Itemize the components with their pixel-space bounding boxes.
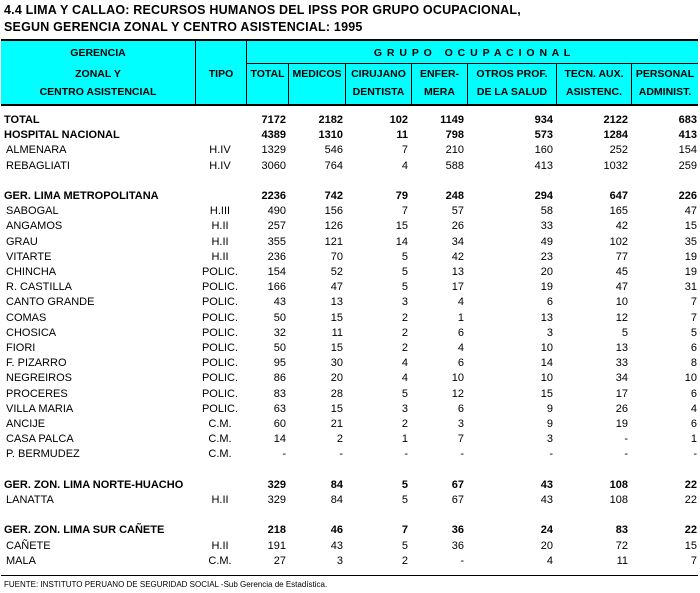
cell-medicos: 15	[330, 402, 343, 415]
cell-cirujano-dentista: 5	[401, 266, 408, 278]
cell-cirujano-dentista: 3	[401, 402, 408, 415]
cell-cirujano-dentista: 15	[395, 220, 408, 233]
cell-medicos: 70	[330, 250, 343, 263]
header-otros-1: OTROS PROF.	[476, 68, 548, 80]
header-cirujano-1: CIRUJANO	[351, 68, 406, 80]
cell-personal-admin: 22	[684, 524, 697, 537]
cell-personal-admin: 22	[684, 494, 697, 506]
cell-enfermera: 4	[457, 296, 464, 309]
cell-total: 32	[273, 326, 286, 339]
row-name: CHINCHA	[6, 266, 57, 278]
row-name: VILLA MARIA	[6, 402, 74, 415]
cell-tecn-aux: 33	[615, 357, 628, 370]
cell-total: 7172	[261, 114, 286, 126]
header-enfermera-2: MERA	[424, 86, 455, 98]
cell-personal-admin: 154	[678, 144, 697, 157]
cell-cirujano-dentista: 2	[401, 342, 408, 354]
cell-tecn-aux: 1032	[603, 159, 628, 172]
header-tecn-2: ASISTENC.	[565, 86, 622, 98]
row-name: GER. ZON. LIMA SUR CAÑETE	[4, 524, 165, 537]
row-name: FIORI	[6, 342, 36, 354]
cell-total: -	[282, 448, 286, 461]
cell-total: 166	[267, 281, 286, 294]
cell-total: 3060	[261, 159, 286, 172]
table-row	[0, 280, 700, 295]
row-name: HOSPITAL NACIONAL	[4, 129, 120, 142]
cell-otros-prof: 58	[540, 205, 553, 218]
cell-enfermera: 12	[451, 387, 464, 400]
table-row	[0, 371, 700, 386]
cell-personal-admin: 15	[684, 220, 697, 233]
cell-total: 14	[273, 433, 286, 446]
cell-tecn-aux: 102	[609, 235, 628, 248]
cell-medicos: 1310	[318, 129, 343, 142]
cell-personal-admin: -	[693, 448, 697, 461]
row-name: CHOSICA	[6, 326, 57, 339]
table-row	[0, 159, 700, 174]
cell-enfermera: 3	[457, 418, 464, 430]
cell-enfermera: 248	[445, 190, 464, 202]
row-name: P. BERMUDEZ	[6, 448, 80, 461]
cell-otros-prof: 43	[540, 478, 553, 491]
cell-personal-admin: 226	[678, 190, 697, 202]
table-row	[0, 387, 700, 402]
cell-medicos: 2	[336, 433, 343, 446]
header-grupo-ocupacional: G R U P O O C U P A C I O N A L	[373, 47, 572, 59]
cell-enfermera: 6	[457, 357, 464, 370]
row-tipo: C.M.	[208, 418, 232, 430]
table-row	[0, 204, 700, 219]
row-tipo: POLIC.	[201, 311, 239, 324]
cell-tecn-aux: 77	[615, 250, 628, 263]
cell-personal-admin: 31	[684, 281, 697, 294]
cell-tecn-aux: 19	[615, 418, 628, 430]
cell-total: 60	[273, 418, 286, 430]
table-title-line-2: SEGUN GERENCIA ZONAL Y CENTRO ASISTENCIAL: 1995	[4, 20, 363, 34]
table-row	[0, 326, 700, 341]
cell-total: 355	[267, 235, 286, 248]
row-name: COMAS	[6, 311, 47, 324]
cell-otros-prof: 3	[546, 326, 553, 339]
cell-personal-admin: 47	[684, 205, 697, 218]
cell-otros-prof: 9	[546, 418, 553, 430]
cell-personal-admin: 413	[678, 129, 697, 142]
table-row	[0, 539, 700, 554]
row-tipo: H.II	[211, 250, 229, 263]
cell-medicos: 546	[324, 144, 343, 157]
cell-personal-admin: 10	[684, 372, 697, 385]
cell-medicos: 84	[330, 494, 343, 506]
cell-tecn-aux: -	[624, 448, 628, 461]
cell-otros-prof: 19	[540, 281, 553, 294]
row-tipo: H.II	[211, 220, 229, 233]
cell-cirujano-dentista: 5	[401, 478, 408, 491]
cell-personal-admin: 6	[690, 418, 697, 430]
cell-cirujano-dentista: 5	[401, 539, 408, 552]
row-name: ANCIJE	[6, 418, 46, 430]
cell-total: 329	[267, 494, 286, 506]
cell-enfermera: 1	[457, 311, 464, 324]
cell-personal-admin: 5	[690, 326, 697, 339]
header-gerencia-1: GERENCIA	[70, 47, 126, 59]
cell-tecn-aux: 647	[609, 190, 628, 202]
cell-otros-prof: -	[549, 448, 553, 461]
cell-personal-admin: 259	[678, 159, 697, 172]
cell-medicos: 28	[330, 387, 343, 400]
row-tipo: POLIC.	[201, 372, 239, 385]
cell-medicos: 84	[330, 478, 343, 491]
cell-personal-admin: 15	[684, 539, 697, 552]
cell-cirujano-dentista: 2	[401, 311, 408, 324]
row-name: VITARTE	[6, 250, 52, 263]
row-name: SABOGAL	[6, 205, 59, 218]
table-row	[0, 295, 700, 310]
cell-total: 154	[267, 266, 286, 278]
cell-cirujano-dentista: 7	[401, 524, 408, 537]
row-tipo: POLIC.	[201, 326, 239, 339]
header-otros-2: DE LA SALUD	[476, 86, 548, 98]
row-name: LANATTA	[6, 494, 54, 506]
cell-medicos: 764	[324, 159, 343, 172]
cell-personal-admin: 19	[684, 266, 697, 278]
cell-otros-prof: 573	[534, 129, 553, 142]
cell-medicos: 2182	[318, 114, 343, 126]
cell-cirujano-dentista: 5	[401, 281, 408, 294]
table-subtotal-row	[0, 113, 700, 128]
cell-otros-prof: 4	[546, 554, 553, 567]
row-name: CANTO GRANDE	[6, 296, 95, 309]
cell-tecn-aux: 42	[615, 220, 628, 233]
cell-cirujano-dentista: 1	[401, 433, 408, 446]
cell-total: 490	[267, 205, 286, 218]
cell-tecn-aux: 10	[615, 296, 628, 309]
row-tipo: POLIC.	[201, 387, 239, 400]
cell-medicos: 742	[324, 190, 343, 202]
cell-enfermera: 67	[451, 494, 464, 506]
cell-otros-prof: 13	[540, 311, 553, 324]
row-tipo: C.M.	[208, 433, 232, 446]
header-gerencia-3: CENTRO ASISTENCIAL	[39, 86, 157, 98]
row-tipo: POLIC.	[201, 357, 239, 370]
cell-personal-admin: 1	[690, 433, 697, 446]
spacer-row	[0, 463, 700, 478]
header-tecn-1: TECN. AUX.	[564, 68, 624, 80]
cell-total: 329	[267, 478, 286, 491]
table-row	[0, 493, 700, 508]
table-subtotal-row	[0, 189, 700, 204]
cell-personal-admin: 6	[690, 387, 697, 400]
header-bottom-rule	[1, 104, 698, 106]
table-row	[0, 356, 700, 371]
row-tipo: C.M.	[208, 448, 232, 461]
cell-enfermera: 10	[451, 372, 464, 385]
row-tipo: H.II	[211, 494, 229, 506]
header-medicos: MEDICOS	[292, 68, 342, 80]
table-row	[0, 265, 700, 280]
cell-medicos: 20	[330, 372, 343, 385]
cell-cirujano-dentista: 7	[401, 205, 408, 218]
table-row	[0, 235, 700, 250]
cell-otros-prof: 15	[540, 387, 553, 400]
table-row	[0, 402, 700, 417]
row-tipo: POLIC.	[201, 296, 239, 309]
cell-medicos: 30	[330, 357, 343, 370]
row-tipo: H.III	[209, 205, 231, 218]
table-subtotal-row	[0, 128, 700, 143]
cell-otros-prof: 10	[540, 372, 553, 385]
row-tipo: C.M.	[208, 554, 232, 567]
header-personal-2: ADMINIST.	[638, 86, 692, 98]
cell-otros-prof: 413	[534, 159, 553, 172]
row-tipo: H.IV	[209, 144, 231, 157]
cell-enfermera: 588	[445, 159, 464, 172]
row-name: R. CASTILLA	[6, 281, 73, 294]
cell-otros-prof: 33	[540, 220, 553, 233]
row-name: GER. LIMA METROPOLITANA	[4, 190, 159, 202]
cell-cirujano-dentista: 11	[396, 129, 408, 142]
cell-medicos: 15	[330, 342, 343, 354]
cell-cirujano-dentista: 2	[401, 326, 408, 339]
table-row	[0, 311, 700, 326]
cell-medicos: 47	[330, 281, 343, 294]
cell-medicos: 21	[330, 418, 343, 430]
cell-otros-prof: 10	[540, 342, 553, 354]
cell-cirujano-dentista: 3	[401, 296, 408, 309]
cell-cirujano-dentista: 4	[401, 159, 408, 172]
row-name: NEGREIROS	[6, 372, 73, 385]
spacer-row	[0, 174, 700, 189]
cell-tecn-aux: 83	[615, 524, 628, 537]
cell-tecn-aux: 11	[616, 554, 628, 567]
header-top-rule	[1, 39, 698, 41]
cell-total: 2236	[261, 190, 286, 202]
cell-total: 50	[273, 342, 286, 354]
cell-total: 86	[273, 372, 286, 385]
row-name: GRAU	[6, 235, 38, 248]
cell-total: 4389	[261, 129, 286, 142]
cell-enfermera: 17	[451, 281, 464, 294]
row-name: CAÑETE	[6, 539, 51, 552]
cell-tecn-aux: 2122	[603, 114, 628, 126]
cell-enfermera: 4	[457, 342, 464, 354]
cell-otros-prof: 43	[540, 494, 553, 506]
cell-enfermera: 6	[457, 326, 464, 339]
cell-tecn-aux: 72	[615, 539, 628, 552]
cell-otros-prof: 294	[534, 190, 553, 202]
row-tipo: POLIC.	[201, 342, 239, 354]
cell-total: 43	[273, 296, 286, 309]
cell-enfermera: 210	[445, 144, 464, 157]
header-gerencia-2: ZONAL Y	[75, 68, 121, 80]
cell-tecn-aux: -	[624, 433, 628, 446]
cell-personal-admin: 4	[690, 402, 697, 415]
cell-total: 218	[267, 524, 286, 537]
cell-enfermera: 36	[451, 539, 464, 552]
cell-cirujano-dentista: 14	[395, 235, 408, 248]
cell-otros-prof: 20	[540, 539, 553, 552]
cell-medicos: 52	[330, 266, 343, 278]
cell-personal-admin: 22	[684, 478, 697, 491]
cell-tecn-aux: 252	[609, 144, 628, 157]
cell-tecn-aux: 13	[615, 342, 628, 354]
row-name: REBAGLIATI	[6, 159, 70, 172]
row-name: F. PIZARRO	[6, 357, 67, 370]
row-name: MALA	[6, 554, 36, 567]
cell-medicos: 11	[331, 326, 343, 339]
cell-tecn-aux: 34	[615, 372, 628, 385]
cell-enfermera: 6	[457, 402, 464, 415]
cell-personal-admin: 6	[690, 342, 697, 354]
cell-enfermera: 1149	[440, 114, 464, 126]
cell-tecn-aux: 108	[609, 494, 628, 506]
cell-cirujano-dentista: 4	[401, 357, 408, 370]
table-row	[0, 447, 700, 462]
cell-medicos: 3	[336, 554, 343, 567]
cell-total: 50	[273, 311, 286, 324]
cell-total: 95	[273, 357, 286, 370]
cell-enfermera: 67	[451, 478, 464, 491]
cell-cirujano-dentista: 102	[389, 114, 408, 126]
row-name: PROCERES	[6, 387, 68, 400]
cell-total: 257	[267, 220, 286, 233]
cell-otros-prof: 14	[540, 357, 553, 370]
cell-personal-admin: 683	[678, 114, 697, 126]
cell-cirujano-dentista: 2	[401, 554, 408, 567]
cell-cirujano-dentista: -	[404, 448, 408, 461]
table-row	[0, 143, 700, 158]
table-row	[0, 250, 700, 265]
row-tipo: H.II	[211, 539, 229, 552]
header-cirujano-2: DENTISTA	[352, 86, 405, 98]
cell-total: 1329	[261, 144, 286, 157]
source-note: FUENTE: INSTITUTO PERUANO DE SEGURIDAD SOCIAL -Sub Gerencia de Estadística.	[4, 580, 328, 589]
cell-cirujano-dentista: 79	[395, 190, 408, 202]
cell-cirujano-dentista: 5	[401, 250, 408, 263]
table-title-line-1: 4.4 LIMA Y CALLAO: RECURSOS HUMANOS DEL IPSS POR GRUPO OCUPACIONAL,	[4, 3, 521, 17]
cell-enfermera: -	[460, 554, 464, 567]
cell-otros-prof: 49	[540, 235, 553, 248]
cell-total: 191	[267, 539, 286, 552]
table-row	[0, 341, 700, 356]
cell-otros-prof: 934	[534, 114, 553, 126]
cell-otros-prof: 6	[546, 296, 553, 309]
cell-personal-admin: 7	[690, 311, 697, 324]
table-bottom-rule	[1, 575, 698, 576]
cell-otros-prof: 23	[540, 250, 553, 263]
row-name: ALMENARA	[6, 144, 67, 157]
cell-medicos: 126	[324, 220, 343, 233]
row-name: CASA PALCA	[6, 433, 74, 446]
table-row	[0, 554, 700, 569]
cell-enfermera: 7	[457, 433, 464, 446]
cell-cirujano-dentista: 2	[401, 418, 408, 430]
cell-tecn-aux: 108	[609, 478, 628, 491]
cell-total: 83	[273, 387, 286, 400]
table-row	[0, 432, 700, 447]
cell-personal-admin: 35	[684, 235, 697, 248]
table-subtotal-row	[0, 478, 700, 493]
cell-medicos: 156	[324, 205, 343, 218]
cell-medicos: 13	[330, 296, 343, 309]
cell-otros-prof: 24	[540, 524, 553, 537]
cell-total: 63	[273, 402, 286, 415]
cell-otros-prof: 20	[540, 266, 553, 278]
cell-tecn-aux: 17	[615, 387, 628, 400]
cell-cirujano-dentista: 7	[401, 144, 408, 157]
cell-tecn-aux: 26	[615, 402, 628, 415]
cell-cirujano-dentista: 4	[401, 372, 408, 385]
cell-cirujano-dentista: 5	[401, 387, 408, 400]
cell-enfermera: 57	[451, 205, 464, 218]
cell-personal-admin: 19	[684, 250, 697, 263]
cell-enfermera: -	[460, 448, 464, 461]
spacer-row	[0, 508, 700, 523]
header-personal-1: PERSONAL	[635, 68, 695, 80]
cell-enfermera: 13	[451, 266, 464, 278]
cell-personal-admin: 7	[690, 554, 697, 567]
header-tipo: TIPO	[208, 68, 234, 80]
cell-tecn-aux: 12	[615, 311, 628, 324]
row-tipo: POLIC.	[201, 281, 239, 294]
row-name: TOTAL	[4, 114, 40, 126]
table-subtotal-row	[0, 523, 700, 538]
cell-medicos: 46	[330, 524, 343, 537]
cell-enfermera: 34	[451, 235, 464, 248]
row-name: GER. ZON. LIMA NORTE-HUACHO	[4, 478, 184, 491]
header-total: TOTAL	[250, 68, 285, 80]
cell-cirujano-dentista: 5	[401, 494, 408, 506]
cell-tecn-aux: 1284	[603, 129, 628, 142]
cell-enfermera: 26	[451, 220, 464, 233]
cell-tecn-aux: 45	[615, 266, 628, 278]
cell-medicos: -	[339, 448, 343, 461]
cell-total: 27	[273, 554, 286, 567]
cell-personal-admin: 8	[690, 357, 697, 370]
header-enfermera-1: ENFER-	[419, 68, 460, 80]
cell-enfermera: 36	[451, 524, 464, 537]
row-tipo: POLIC.	[201, 402, 239, 415]
cell-enfermera: 798	[445, 129, 464, 142]
table-row	[0, 219, 700, 234]
row-name: ANGAMOS	[6, 220, 63, 233]
cell-otros-prof: 3	[546, 433, 553, 446]
cell-tecn-aux: 5	[621, 326, 628, 339]
cell-otros-prof: 160	[534, 144, 553, 157]
cell-medicos: 15	[330, 311, 343, 324]
cell-otros-prof: 9	[546, 402, 553, 415]
row-tipo: H.II	[211, 235, 229, 248]
cell-total: 236	[267, 250, 286, 263]
table-row	[0, 417, 700, 432]
cell-personal-admin: 7	[690, 296, 697, 309]
cell-tecn-aux: 165	[609, 205, 628, 218]
cell-medicos: 121	[324, 235, 343, 248]
cell-tecn-aux: 47	[615, 281, 628, 294]
row-tipo: POLIC.	[201, 266, 239, 278]
cell-medicos: 43	[330, 539, 343, 552]
row-tipo: H.IV	[209, 159, 231, 172]
cell-enfermera: 42	[451, 250, 464, 263]
